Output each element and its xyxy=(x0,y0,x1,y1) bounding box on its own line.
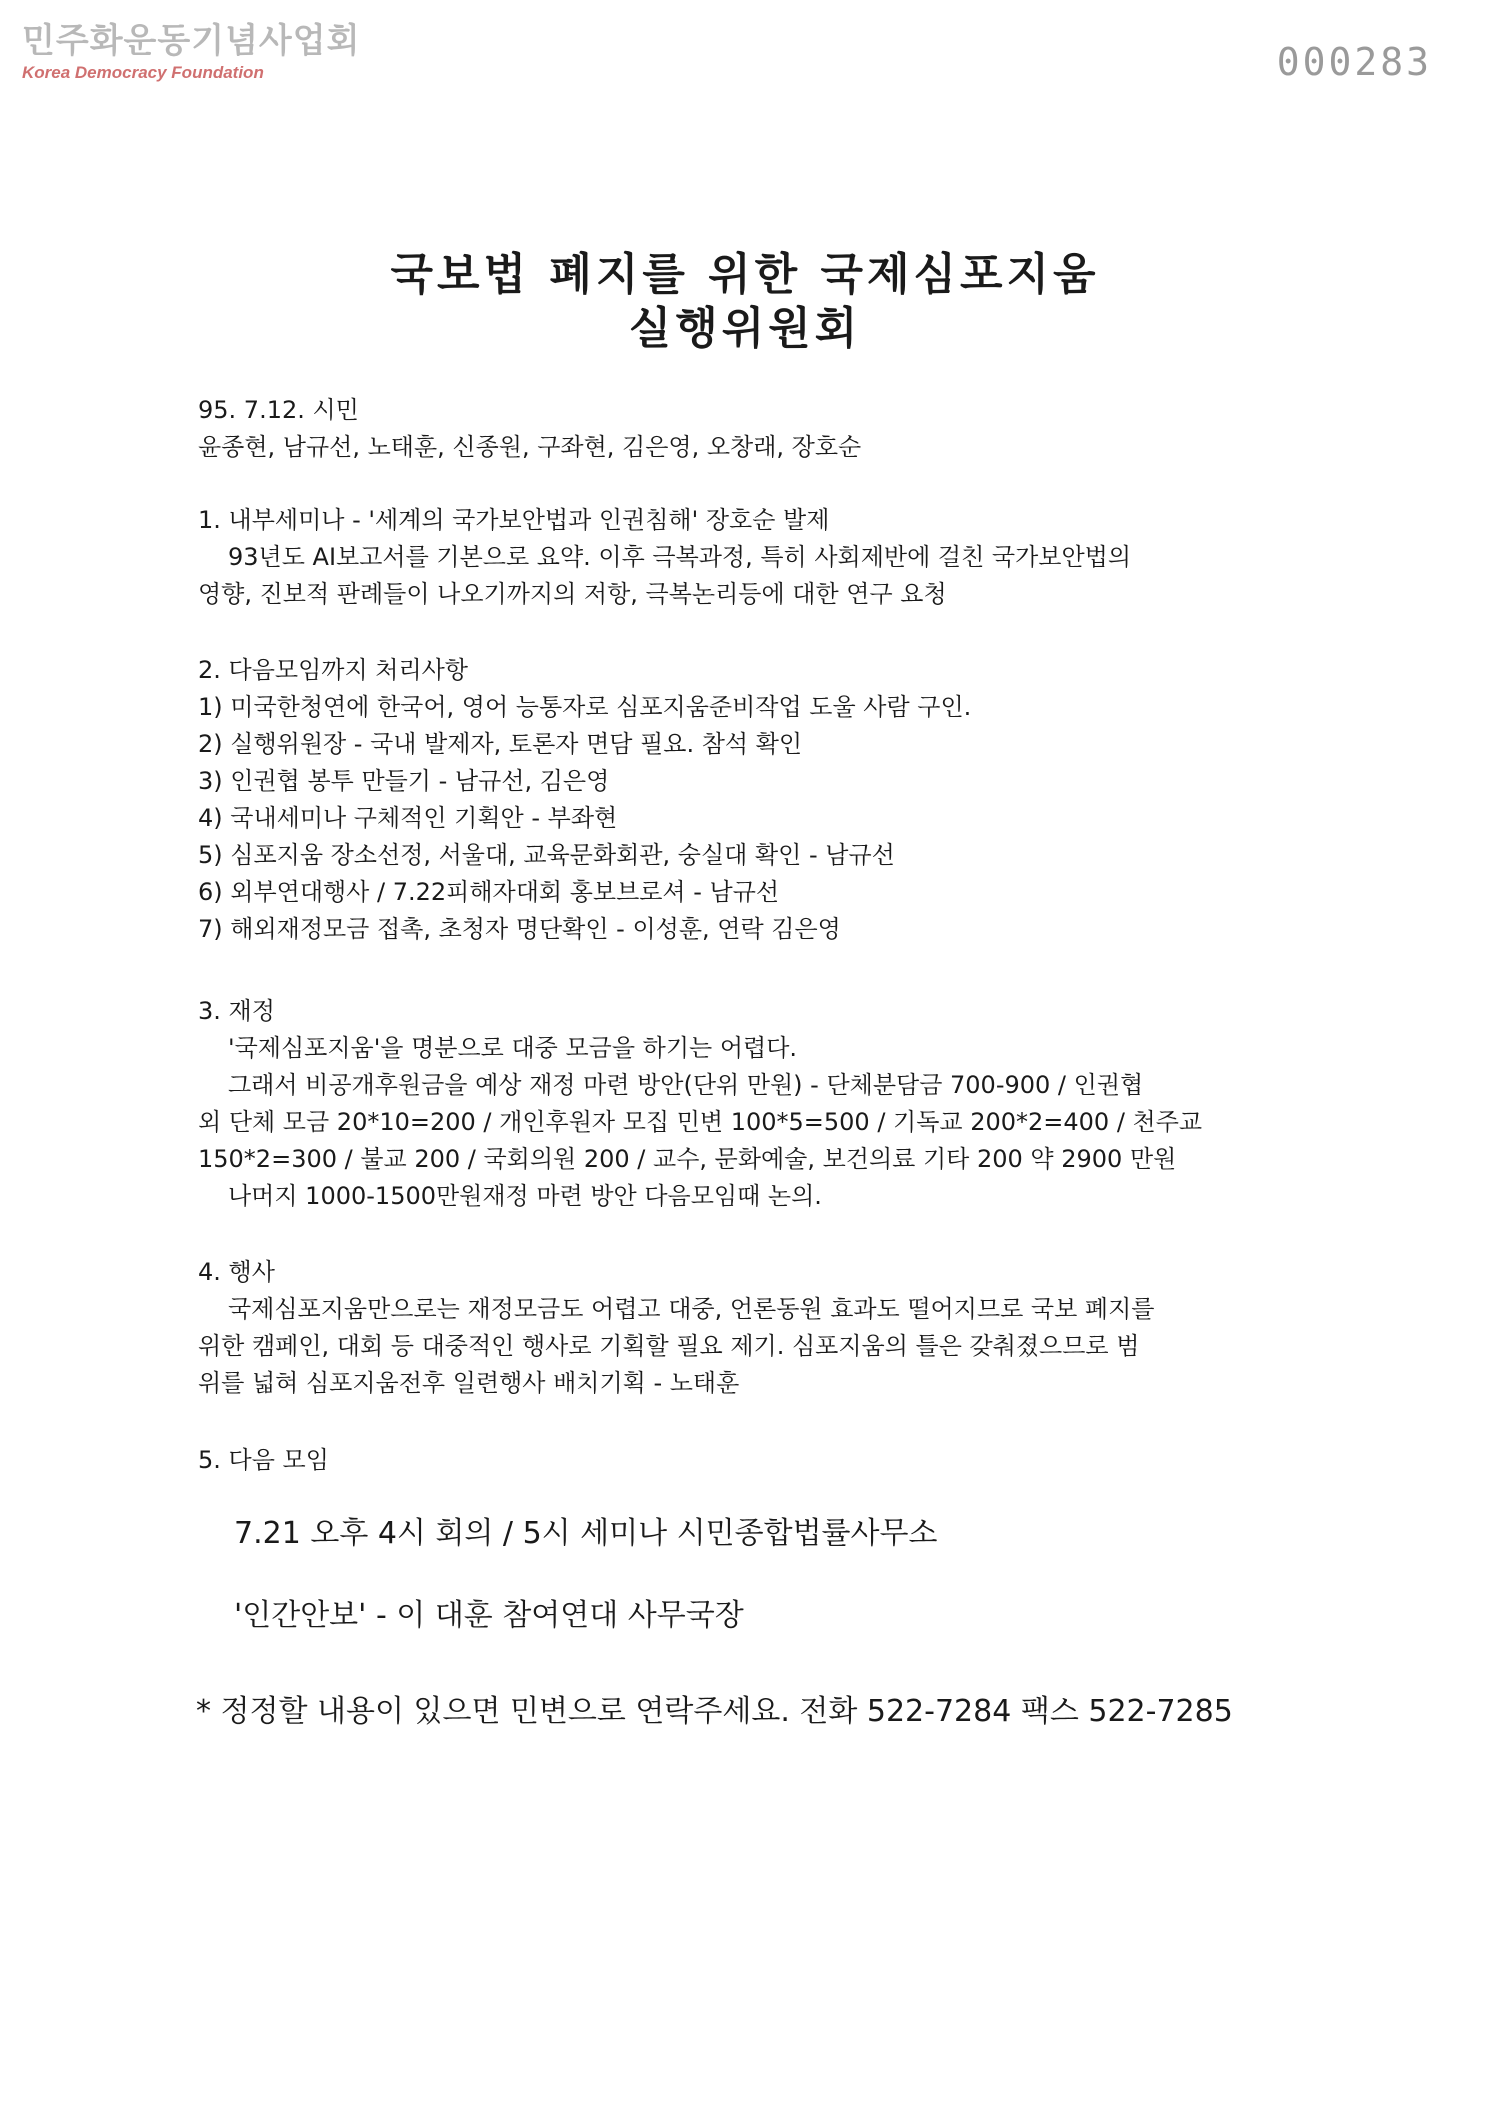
section-4 xyxy=(198,1254,1298,1402)
section-heading: 1. 내부세미나 - '세계의 국가보안법과 인권침해' 장호순 발제 xyxy=(198,506,830,534)
list-item: 6) 외부연대행사 / 7.22피해자대회 홍보브로셔 - 남규선 xyxy=(198,878,780,906)
logo-korean: 민주화운동기념사업회 xyxy=(22,21,361,61)
section-3 xyxy=(198,993,1298,1215)
next-meeting-schedule: 7.21 오후 4시 회의 / 5시 세미나 시민종합법률사무소 xyxy=(234,1516,938,1551)
next-meeting xyxy=(234,1512,1334,1638)
section-line: 위를 넓혀 심포지움전후 일련행사 배치기획 - 노태훈 xyxy=(198,1369,740,1397)
section-line: 93년도 AI보고서를 기본으로 요약. 이후 극복과정, 특히 사회제반에 걸친 국가보안법의 xyxy=(228,543,1132,571)
logo xyxy=(22,22,360,84)
list-item: 7) 해외재정모금 접촉, 초청자 명단확인 - 이성훈, 연락 김은영 xyxy=(198,915,841,943)
document-title-line2: 실행위원회 xyxy=(628,303,862,354)
section-heading: 5. 다음 모임 xyxy=(198,1446,329,1474)
meeting-meta xyxy=(198,392,1298,466)
section-line: 외 단체 모금 20*10=200 / 개인후원자 모집 민변 100*5=500 / 기독교 200*2=400 / 천주교 xyxy=(198,1108,1203,1136)
next-meeting-topic: '인간안보' - 이 대훈 참여연대 사무국장 xyxy=(234,1598,744,1633)
section-5 xyxy=(198,1442,1298,1479)
section-line: 영향, 진보적 판례들이 나오기까지의 저항, 극복논리등에 대한 연구 요청 xyxy=(198,580,947,608)
list-item: 3) 인권협 봉투 만들기 - 남규선, 김은영 xyxy=(198,767,610,795)
section-line: 150*2=300 / 불교 200 / 국회의원 200 / 교수, 문화예술, 보건의료 기타 200 약 2900 만원 xyxy=(198,1145,1177,1173)
section-heading: 3. 재정 xyxy=(198,997,275,1025)
document-title-line1: 국보법 폐지를 위한 국제심포지움 xyxy=(390,249,1100,300)
section-line: '국제심포지움'을 명분으로 대중 모금을 하기는 어렵다. xyxy=(228,1034,798,1062)
section-line: 위한 캠페인, 대회 등 대중적인 행사로 기획할 필요 제기. 심포지움의 틀은 갖춰졌으므로 범 xyxy=(198,1332,1140,1360)
section-1 xyxy=(198,502,1298,613)
document-number: 000283 xyxy=(1276,40,1432,84)
list-item: 1) 미국한청연에 한국어, 영어 능통자로 심포지움준비작업 도울 사람 구인. xyxy=(198,693,972,721)
date-place: 95. 7.12. 시민 xyxy=(198,396,359,424)
logo-english: Korea Democracy Foundation xyxy=(22,63,264,82)
section-2 xyxy=(198,652,1298,948)
section-heading: 4. 행사 xyxy=(198,1258,275,1286)
section-heading: 2. 다음모임까지 처리사항 xyxy=(198,656,468,684)
list-item: 5) 심포지움 장소선정, 서울대, 교육문화회관, 숭실대 확인 - 남규선 xyxy=(198,841,895,869)
section-line: 국제심포지움만으로는 재정모금도 어렵고 대중, 언론동원 효과도 떨어지므로 국보 폐지를 xyxy=(228,1295,1155,1323)
footer-note: * 정정할 내용이 있으면 민변으로 연락주세요. 전화 522-7284 팩스 522-7285 xyxy=(196,1694,1233,1729)
list-item: 2) 실행위원장 - 국내 발제자, 토론자 면담 필요. 참석 확인 xyxy=(198,730,803,758)
footer-note-block xyxy=(196,1690,1296,1734)
attendees: 윤종현, 남규선, 노태훈, 신종원, 구좌현, 김은영, 오창래, 장호순 xyxy=(198,433,862,461)
list-item: 4) 국내세미나 구체적인 기획안 - 부좌현 xyxy=(198,804,618,832)
section-line: 그래서 비공개후원금을 예상 재정 마련 방안(단위 만원) - 단체분담금 700-900 / 인권협 xyxy=(228,1071,1144,1099)
section-line: 나머지 1000-1500만원재정 마련 방안 다음모임때 논의. xyxy=(228,1182,822,1210)
